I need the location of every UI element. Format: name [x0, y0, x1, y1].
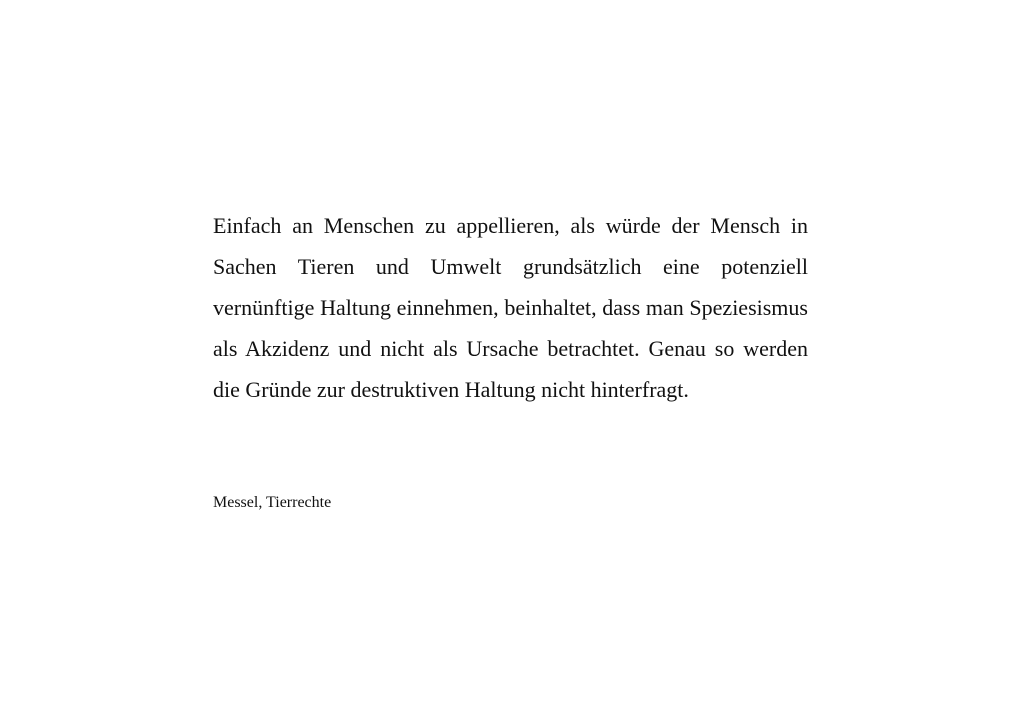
quote-text: Einfach an Menschen zu appellieren, als würde der Mensch in Sachen Tieren und Umwelt grundsätzlich eine potenziell vernünftige Haltung einnehmen, beinhaltet, dass man Speziesismus als Akzidenz und nicht als Ursache betrachtet. Genau so werden die Gründe zur destruktiven Haltung nicht hinterfragt. [213, 213, 808, 402]
quote-block [213, 205, 808, 410]
quote-attribution: Messel, Tierrechte [213, 494, 332, 511]
